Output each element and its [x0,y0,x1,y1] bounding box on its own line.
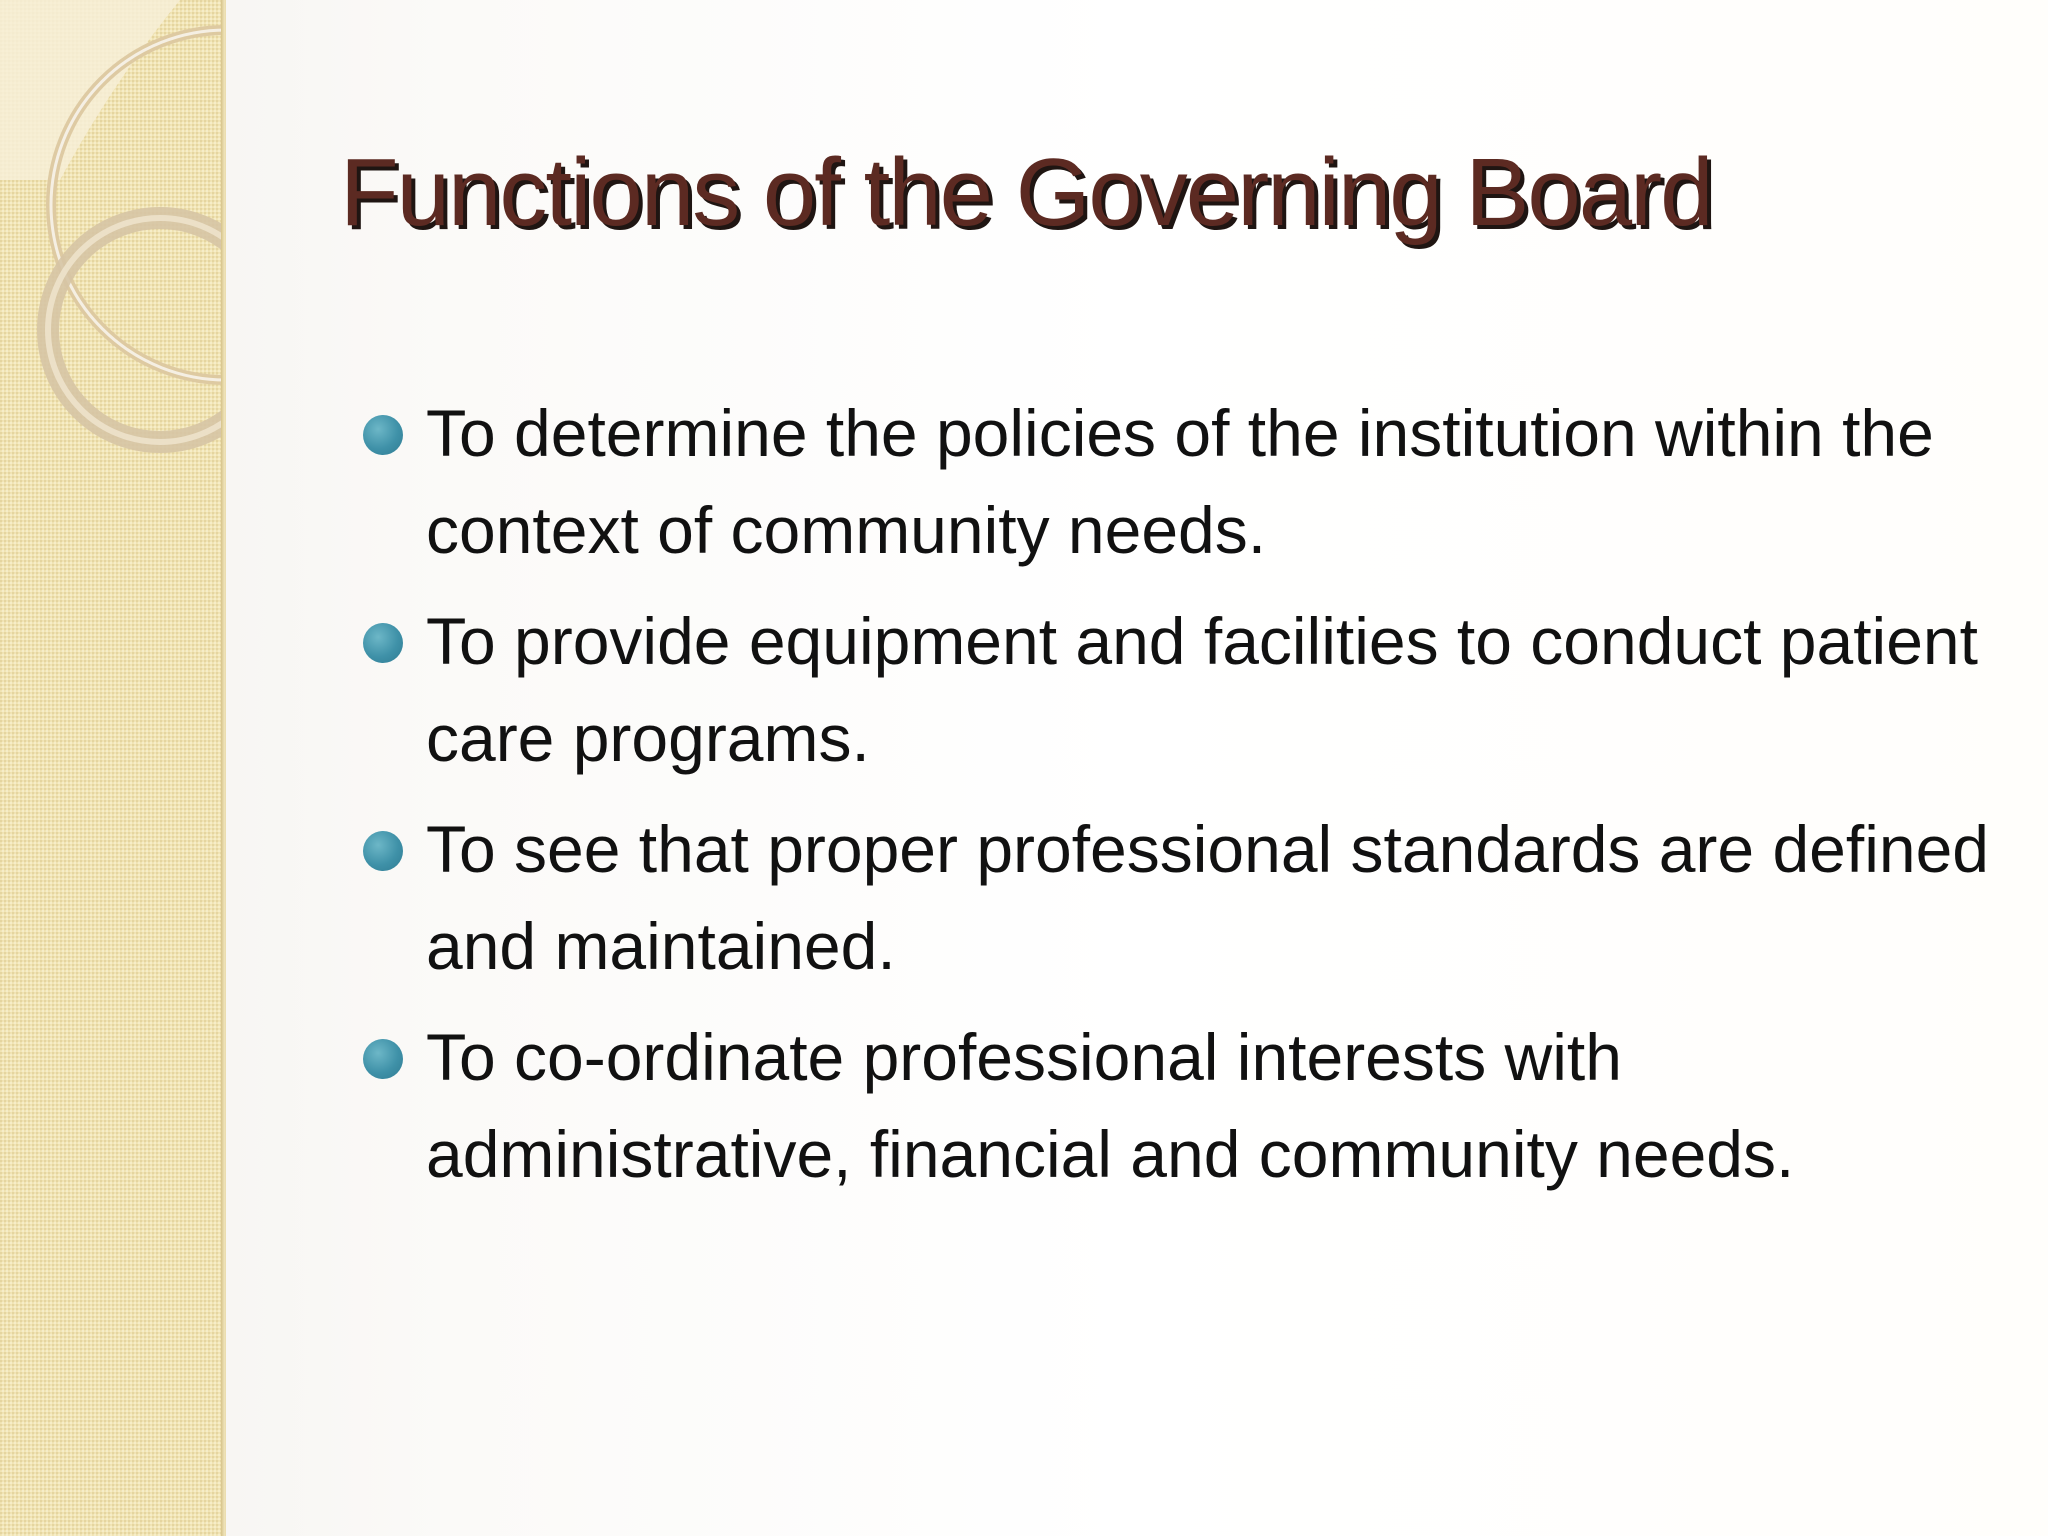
bullet-dot-icon [363,1039,403,1079]
bullet-text: To see that proper professional standards are defined and maintained. [426,812,1989,983]
side-panel-edge [221,0,226,1536]
decorative-rings-icon [0,0,226,520]
bullet-text: To determine the policies of the institution within the context of community needs. [426,396,1934,567]
bullet-item [350,593,1990,787]
bullet-dot-icon [363,415,403,455]
decorative-side-panel [0,0,226,1536]
bullet-item [350,385,1990,579]
bullet-dot-icon [363,623,403,663]
bullet-item [350,801,1990,995]
bullet-text: To provide equipment and facilities to conduct patient care programs. [426,604,1978,775]
bullet-item [350,1009,1990,1203]
slide-title: Functions of the Governing Board [340,139,1712,246]
bullet-text: To co-ordinate professional interests with administrative, financial and community needs. [426,1020,1795,1191]
bullet-dot-icon [363,831,403,871]
bullet-list [350,385,1990,1217]
